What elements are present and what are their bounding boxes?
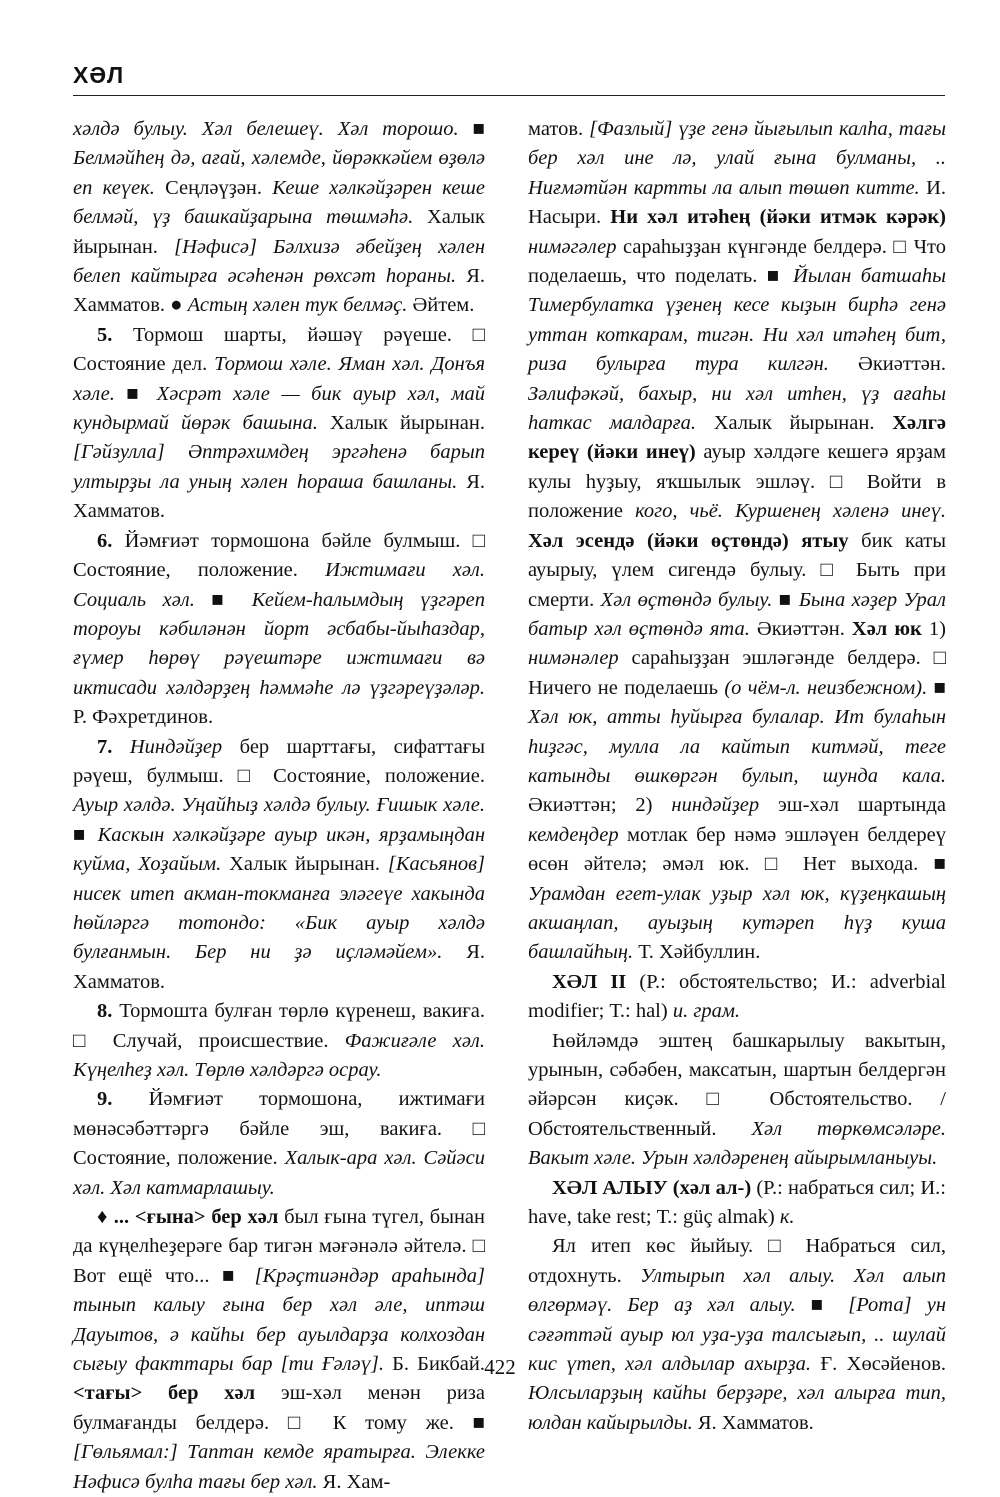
headword-run: Хәл юк [851, 617, 922, 640]
example-run: [Гәйзулла] Әптрәхимдең эргәһенә барып ултырҙы ла уның хәлен һораша башланы. [73, 441, 485, 493]
example-run: Хәсрәт хәле — бик ауыр хәл, май кундырмай йөрәк башына. [73, 382, 485, 435]
entry-paragraph [73, 115, 485, 321]
text-run: Т. Хәйбуллин. [638, 941, 761, 964]
example-run: Хәл юк, атты һуйырға булалар. Ит булаһын һиҙгәс, мулла ла кайтып китмәй, теге катынды өшкөргән булып, шунда кала. [528, 706, 946, 787]
headword-run: Хәлгә кереү (йәки инеү) [528, 412, 947, 464]
running-header [73, 62, 945, 96]
example-run: [Гөльямал:] Таптан кемде яратырға. Элекке Нәфисә булһа тағы бер хәл. [73, 1441, 485, 1493]
text-run: Б. Бикбай. [392, 1353, 485, 1376]
entry-paragraph [528, 1027, 946, 1174]
example-run: Урамдан егет-улак уҙыр хәл юк, күҙеңкашың акшаңлап, ауыҙың кутәреп һүҙ куша башлайһың. [528, 882, 946, 964]
text-run: ■ [73, 823, 98, 846]
entry-paragraph [528, 968, 946, 1027]
text-run: сараһыҙҙан күнгәнде белдерә. □ Что поделаешь, что поделать. ■ [528, 235, 946, 288]
example-run: Ауыр хәлдә. Уңайһыҙ хәлдә булыу. Ғишык хәле. [73, 794, 485, 817]
header-headword: ХӘЛ [73, 62, 125, 88]
text-run: бер шарттағы, сифаттағы рәүеш, булмыш. □ Состояние, положение. [73, 735, 485, 787]
text-run: Я. Хамматов. [73, 941, 485, 993]
headword-run: Ни хәл итәһең (йәки итмәк кәрәк) [610, 206, 946, 229]
text-run: ■ [810, 1294, 849, 1317]
headword-run: Хәл эсендә (йәки өҫтөндә) ятыу [528, 529, 849, 552]
example-run: (о чём-л. неизбежном). [724, 676, 934, 699]
text-run: Әкиәттән. [858, 353, 946, 376]
text-run: ■ [126, 382, 157, 405]
text-run: (Р.: набраться сил; И.: have, take rest; Т.: güç almak) [528, 1176, 946, 1229]
headword-run: 6. [97, 529, 113, 552]
text-run: Сеңләүҙән. [165, 176, 273, 199]
entry-paragraph [73, 1085, 485, 1203]
example-run: Бына хәҙер Урал батыр хәл өҫтөндә ята. [528, 588, 946, 640]
example-run: Хәл өҫтөндә булыу. [600, 588, 779, 611]
entry-paragraph [73, 1203, 485, 1497]
text-run: матов. [528, 118, 590, 140]
text-run: 1) [921, 617, 946, 640]
example-run: Хәл төркөмсәләре. Вакыт хәле. Урын хәлдәренең айырымланыуы. [528, 1117, 946, 1170]
headword-run: ♦ ... <ғына> бер хәл [97, 1206, 279, 1229]
entry-paragraph [528, 1174, 946, 1233]
text-run: Я. Хамматов. ● [73, 265, 485, 317]
text-run [112, 736, 130, 758]
text-run: Я. Хамматов. [73, 470, 485, 523]
text-run: Йәмғиәт тормошона, ижтимағи мөнәсәбәттәргә бәйле эш, вакиға. □ Состояние, положение. [73, 1088, 485, 1170]
headword-run: 7. [97, 735, 113, 758]
text-run: бик каты ауырыу, үлем сигендә булыу. □ Быть при смерти. [528, 529, 946, 611]
headword-run: ХӘЛ II [552, 970, 627, 993]
text-run: Я. Хамматов. [697, 1411, 814, 1434]
text-run: ■ [933, 676, 946, 699]
example-run: Ижтимағи хәл. Социаль хәл. [73, 559, 485, 611]
text-run: Һөйләмдә эштең башкарылыу вакытын, урынын, сәбәбен, максатын, шартын белдергән әйәрсән киҫәк. □ Обстоятельство. / Обстоятельственный. [528, 1029, 946, 1140]
example-run: кемдеңдер [528, 823, 628, 846]
example-run: Ниндәйҙер [129, 735, 240, 758]
text-run: Халык йырынан. [73, 206, 485, 258]
text-run: Халык йырынан. [713, 412, 893, 435]
example-run: Кеше хәлкәйҙәрен кеше белмәй, үҙ башкайҙарына төшмәһә. [73, 176, 486, 229]
text-run: ■ [778, 588, 799, 611]
headword-run: 5. [97, 323, 113, 346]
example-run: Йылан батшаһы Тимербулатка үҙенең кесе кыҙын бирһә генә уттан коткарам, тигән. Ни хәл итәһең бит, риза булырға тура килгән. [528, 265, 946, 376]
entry-paragraph [528, 1232, 946, 1438]
example-run: и. грам. [672, 1000, 741, 1023]
example-run: Кейем-һалымдың үҙгәреп тороуы кәбиләнән йорт әсбабы-йыһаздар, ғүмер һөрөү рәүештәре ижтимағи вә иктисади хәлдәрҙең һәммәһе лә үҙгәреүҙәләр. [73, 588, 485, 699]
entry-paragraph [73, 321, 485, 527]
example-run: Каскын хәлкәйҙәре ауыр икән, ярҙамыңдан куйма, Хоҙайым. [73, 823, 485, 876]
headword-run: 8. [97, 1000, 113, 1023]
example-run: нимәнәлер [528, 647, 632, 670]
example-run: Белмәйһең дә, ағай, хәлемде, йөрәккәйем өҙөлә еп кеүек. [73, 147, 485, 199]
text-run: эш-хәл шартында [778, 794, 946, 817]
headword-run: ХӘЛ АЛЫУ (хәл ал-) [552, 1176, 752, 1199]
text-run: Тормошта булған төрлө күренеш, вакиға. □ Случай, происшествие. [73, 1000, 485, 1052]
text-run: Әкиәттән; 2) [528, 794, 672, 817]
example-run: Фажиғәле хәл. Күңелһеҙ хәл. Төрлө хәлдәргә осрау. [73, 1029, 485, 1081]
text-run: И. Насыри. [528, 176, 946, 229]
example-run: Юлсыларҙың кайһы берҙәре, хәл алырға тип, юлдан кайырылды. [528, 1382, 946, 1434]
text-run: Ғ. Хөсәйенов. [820, 1353, 946, 1376]
text-run: эш-хәл менән риза булмағанды белдерә. □ К тому же. ■ [73, 1382, 485, 1434]
example-run: [Касьянов] нисек итеп акман-токманға эләгеүе хакында һөйләргә тотондо: «Бик ауыр хәлдә булғанмын. Бер ни ҙә иҫләмәйем». [73, 853, 485, 964]
example-run: Халык-ара хәл. Сәйәси хәл. Хәл катмарлашыу. [73, 1147, 485, 1199]
entry-paragraph [528, 115, 946, 968]
headword-run: <тағы> бер хәл [73, 1382, 256, 1405]
right-column [528, 115, 946, 1438]
text-run: ауыр хәлдәге кешегә ярҙам кулы һуҙыу, яҡшылык эшләү. □ Войти в положение [528, 441, 946, 523]
entry-paragraph [73, 527, 485, 733]
example-run: [Рота] ун сәғәттәй ауыр юл уҙа-уҙа талсығып, .. шулай кис үтеп, хәл алдылар ахырҙа. [528, 1294, 946, 1376]
example-run: хәлдә булыу. Хәл белешеү. Хәл торошо. [73, 118, 473, 140]
left-column [73, 115, 485, 1497]
example-run: Зәлифәкәй, бахыр, ни хәл итһен, үҙ ағаһы һаткас малдарға. [528, 382, 946, 435]
example-run: [Фазлый] үҙе генә йығылып калһа, тағы бер хәл ине лә, улай ғына булманы, .. Ниғмәтйән картты ла алып төшөп китте. [528, 118, 946, 199]
example-run: ниндәйҙер [671, 794, 778, 817]
text-run: Әйтем. [412, 294, 475, 317]
text-run: (Р.: обстоятельство; И.: adverbial modifier; Т.: hal) [528, 970, 946, 1023]
text-run: ■ [211, 588, 252, 611]
page-number: 422 [484, 1355, 516, 1379]
example-run: Ултырып хәл алыу. Хәл алып өлгөрмәү. Бер аҙ хәл алыу. [528, 1264, 946, 1317]
text-run: Тормош шарты, йәшәү рәүеше. □ Состояние дел. [73, 323, 485, 376]
example-run: кого, чьё. Куршенең хәленә инеү. [635, 500, 946, 523]
example-run: к. [779, 1206, 795, 1229]
text-run: Ял итеп көс йыйыу. □ Набраться сил, отдохнуть. [528, 1235, 946, 1287]
entry-paragraph [73, 997, 485, 1085]
example-run: Астың хәлен тук белмәҫ. [187, 294, 413, 317]
text-run: Р. Фәхретдинов. [73, 706, 214, 729]
text-run: Халык йырынан. [229, 853, 388, 876]
example-run: [Крәҫтиәндәр араһында] тынып калыу ғына бер хәл әле, иптәш Дауытов, ә кайһы бер ауылдарҙа колхоздан сығыу факттары бар [ти Ғәләү]. [73, 1264, 486, 1376]
text-run: Халык йырынан. [329, 412, 485, 435]
entry-paragraph [73, 733, 485, 998]
text-run: Әкиәттән. [756, 617, 852, 640]
text-run: сараһыҙҙан эшләгәнде белдерә. □ Ничего не поделаешь [528, 647, 946, 699]
headword-run: 9. [97, 1088, 113, 1111]
text-run: ■ [472, 118, 485, 140]
text-run: мотлак бер нәмә эшләүен белдереү өсөн әйтелә; әмәл юк. □ Нет выхода. ■ [528, 823, 946, 876]
example-run: Тормош хәле. Яман хәл. Донъя хәле. [73, 353, 485, 405]
example-run: [Нәфисә] Бәлхизә әбейҙең хәлен белеп кайтырға әсәһенән рөхсәт һораны. [73, 235, 485, 288]
text-run: был ғына түгел, бынан да күңелһеҙерәге бар тигән мәғәнәлә әйтелә. □ Вот ещё что... ■ [73, 1206, 486, 1287]
text-run: Йәмғиәт тормошона бәйле булмыш. □ Состояние, положение. [73, 529, 485, 582]
text-run: Я. Хам- [322, 1470, 391, 1493]
example-run: нимәгәлер [528, 235, 624, 258]
